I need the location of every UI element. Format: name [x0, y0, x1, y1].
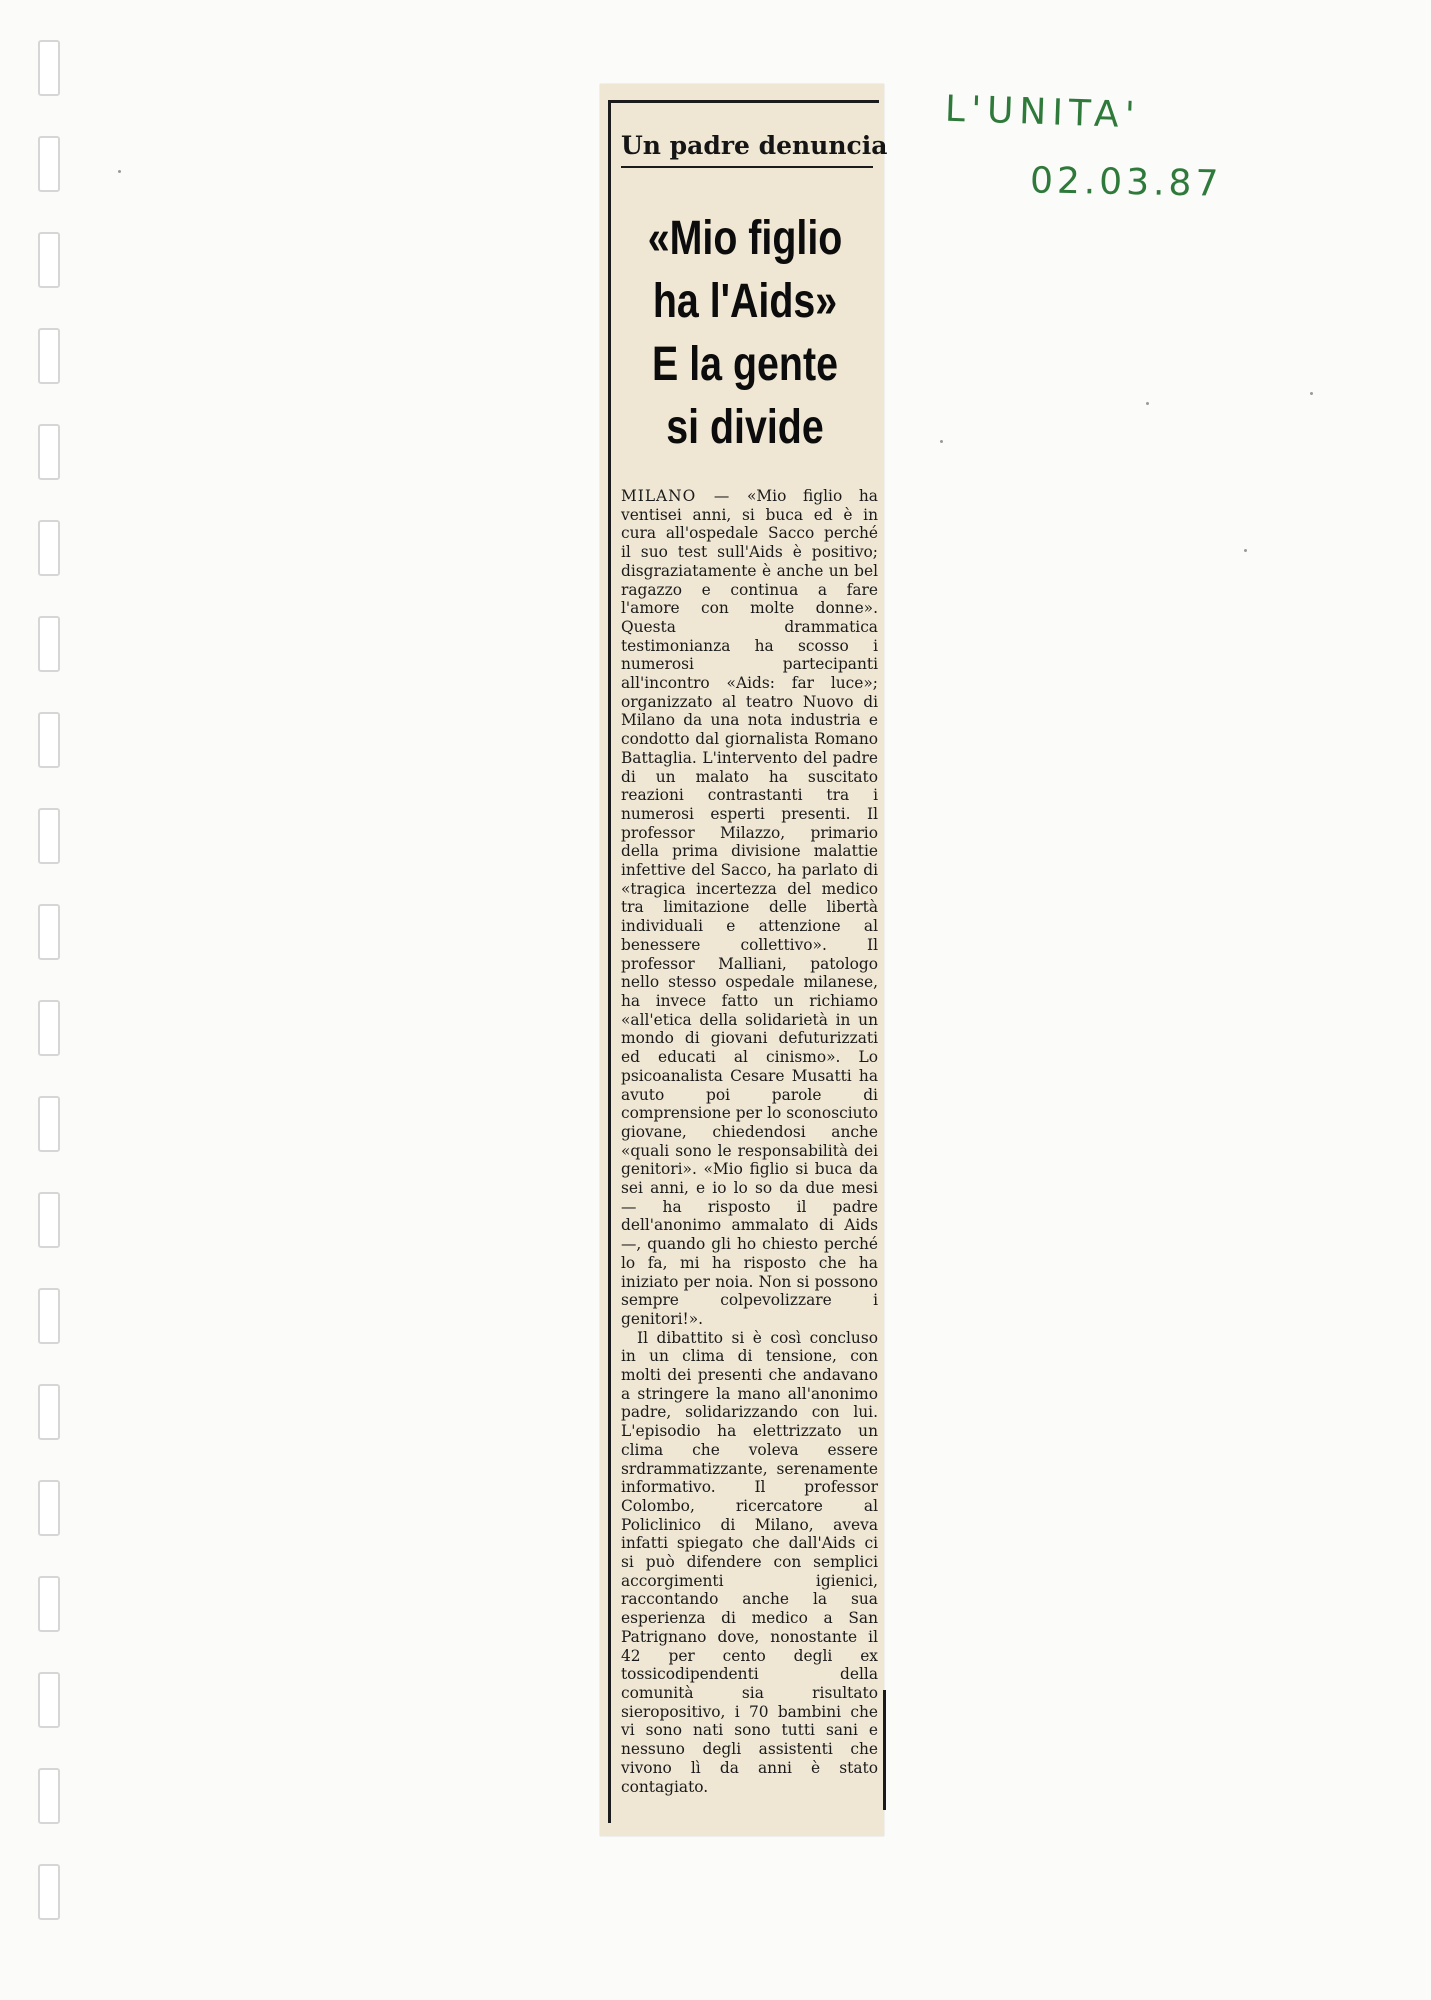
binder-hole [38, 40, 60, 96]
article-headline [635, 207, 855, 459]
newspaper-clipping [600, 84, 888, 1836]
headline-line: E la gente [652, 338, 838, 391]
binder-hole [38, 1288, 60, 1344]
binder-hole [38, 1096, 60, 1152]
binder-hole [38, 232, 60, 288]
article-kicker: Un padre denuncia [621, 131, 873, 168]
binder-hole [38, 1480, 60, 1536]
binder-hole [38, 1192, 60, 1248]
headline-line: si divide [666, 401, 824, 454]
binder-hole [38, 1672, 60, 1728]
binder-hole [38, 328, 60, 384]
paragraph-text: Il dibattito si è così concluso in un clima di tensione, con molti dei presenti che andavano a stringere la mano all'anonimo padre, solidarizzando con lui. L'episodio ha elettrizzato un clima che voleva essere srdrammatizzante, serenamente informativo. Il professor Colombo, ricercatore al Policlinico di Milano, aveva infatti spiegato che dall'Aids ci si può difendere con semplici accorgimenti igienici, raccontando anche la sua esperienza di medico a San Patrignano dove, nonostante il 42 per cento degli ex tossicodipendenti della comunità sia risultato sieropositivo, i 70 bambini che vi sono nati sono tutti sani e nessuno degli assistenti che vivono lì da anni è stato contagiato. [621, 1328, 878, 1796]
clipping-frame [608, 100, 888, 1823]
binder-hole [38, 424, 60, 480]
clipping-edge-mark [883, 1690, 886, 1810]
headline-line: ha l'Aids» [652, 275, 838, 328]
dust-speck [1310, 392, 1313, 395]
binder-hole [38, 1768, 60, 1824]
binder-hole [38, 808, 60, 864]
binder-holes [38, 40, 68, 1940]
binder-hole [38, 616, 60, 672]
binder-hole [38, 1000, 60, 1056]
paragraph-text: «Mio figlio ha ventisei anni, si buca ed è in cura all'ospedale Sacco perché il suo test sull'Aids è positivo; disgraziatamente è anche un bel ragazzo e continua a fare l'amore con molte donne». Questa drammatica testimonianza ha scosso i numerosi partecipanti all'incontro «Aids: far luce»; organizzato al teatro Nuovo di Milano da una nota industria e condotto dal giornalista Romano Battaglia. L'intervento del padre di un malato ha suscitato reazioni contrastanti tra i numerosi esperti presenti. Il professor Milazzo, primario della prima divisione malattie infettive del Sacco, ha parlato di «tragica incertezza del medico tra limitazione delle libertà individuali e attenzione al benessere collettivo». Il professor Malliani, patologo nello stesso ospedale milanese, ha invece fatto un richiamo «all'etica della solidarietà in un mondo di giovani defuturizzati ed educati al cinismo». Lo psicoanalista Cesare Musatti ha avuto poi parole di comprensione per lo sconosciuto giovane, chiedendosi anche «quali sono le responsabilità dei genitori». «Mio figlio si buca da sei anni, e io lo so da due mesi — ha risposto il padre dell'anonimo ammalato di Aids —, quando gli ho chiesto perché lo fa, mi ha risposto che ha iniziato per noia. Non si possono sempre colpevolizzare i genitori!». [621, 487, 878, 1328]
binder-hole [38, 904, 60, 960]
binder-hole [38, 712, 60, 768]
dust-speck [940, 440, 943, 443]
article-body [621, 487, 878, 1796]
binder-hole [38, 520, 60, 576]
headline-line: «Mio figlio [647, 212, 843, 265]
article-paragraph [621, 487, 878, 1329]
binder-hole [38, 136, 60, 192]
dust-speck [118, 170, 121, 173]
article-dateline: MILANO — [621, 487, 731, 505]
binder-hole [38, 1384, 60, 1440]
handwritten-date-note: 02.03.87 [1029, 160, 1223, 205]
dust-speck [1244, 549, 1247, 552]
handwritten-source-note: L'UNITA' [944, 88, 1142, 137]
binder-hole [38, 1576, 60, 1632]
article-paragraph [621, 1329, 878, 1797]
dust-speck [1146, 402, 1149, 405]
binder-hole [38, 1864, 60, 1920]
